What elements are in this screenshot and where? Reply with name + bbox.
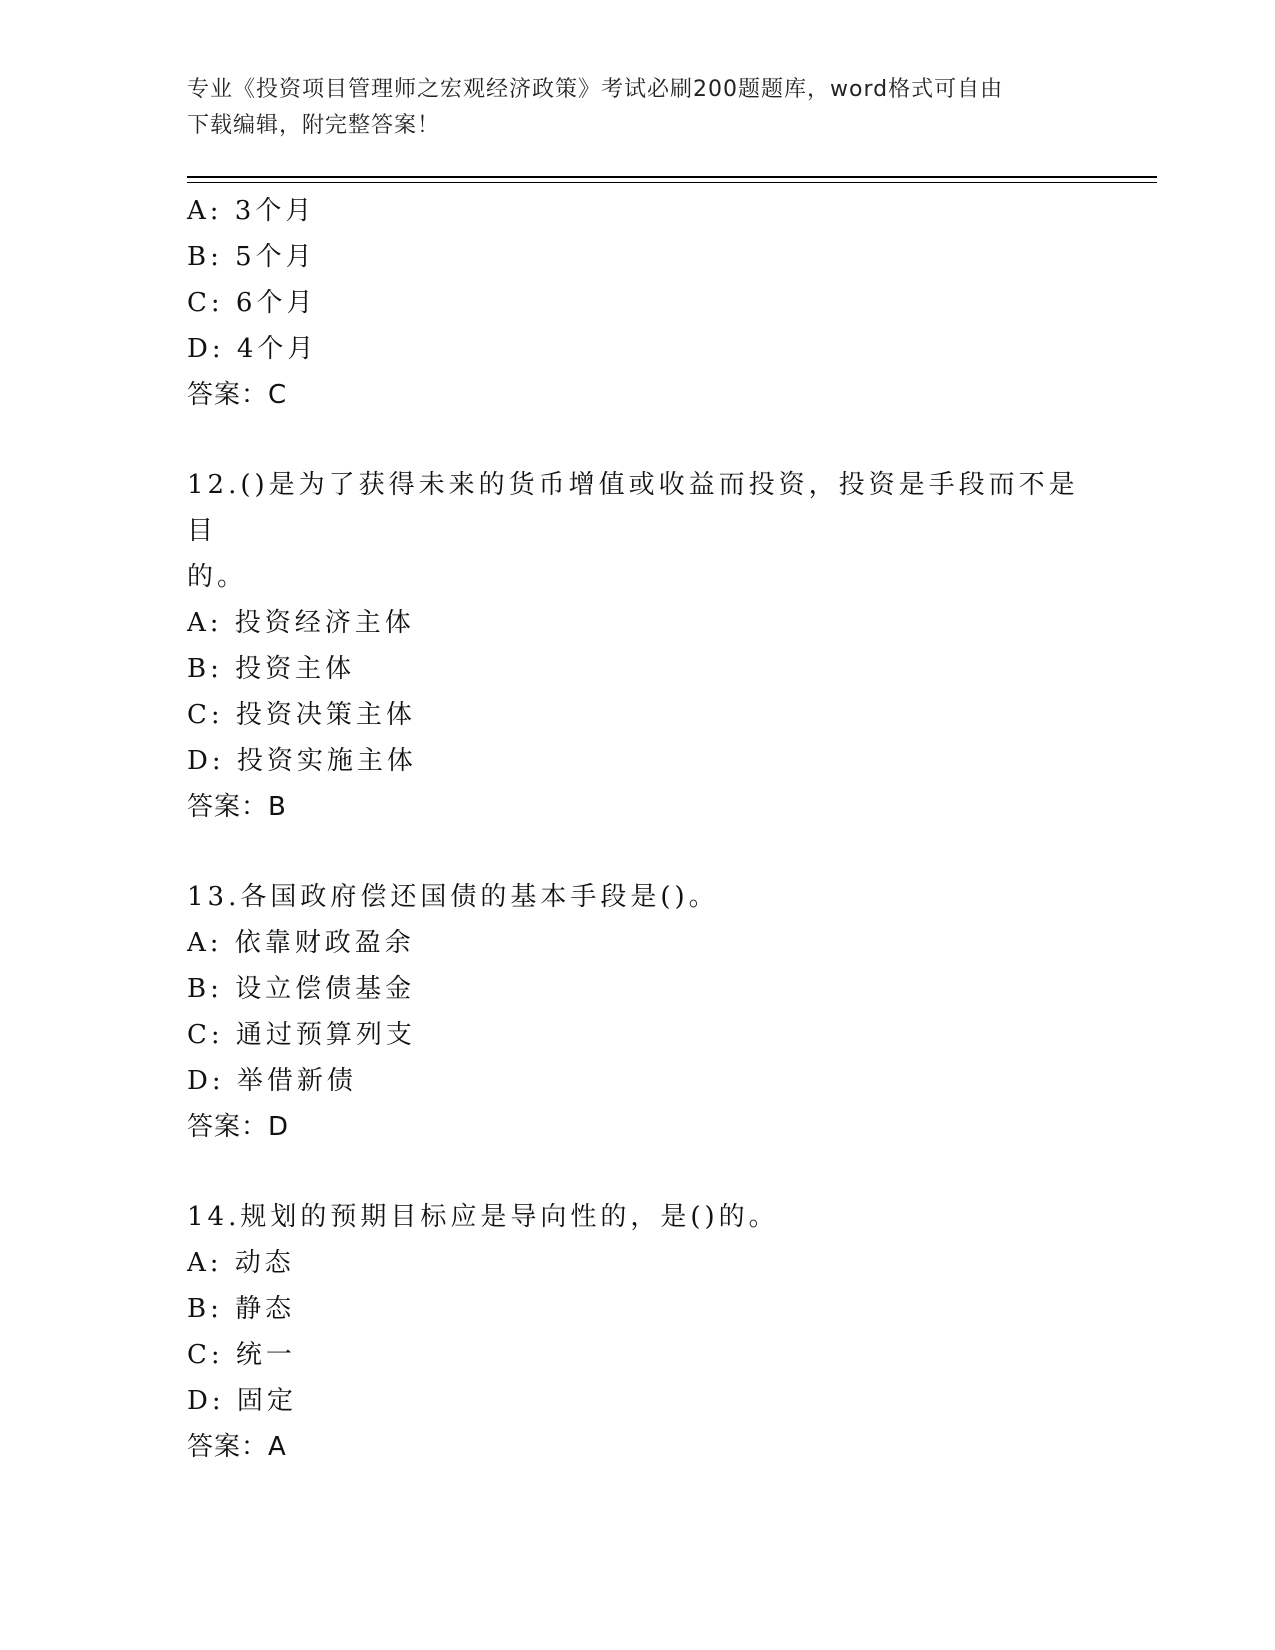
header-rule-thin [187, 182, 1157, 183]
option-c: C: 统一 [187, 1340, 296, 1370]
answer-line: 答案：B [187, 792, 287, 822]
option-d: D: 投资实施主体 [187, 746, 417, 776]
answer-line: 答案：D [187, 1112, 290, 1142]
question-12 [187, 462, 1087, 830]
question-text-line-2: 的。 [187, 562, 248, 592]
header-line-2: 下载编辑，附完整答案！ [187, 113, 441, 138]
option-a: A: 动态 [187, 1248, 295, 1278]
answer-line: 答案：A [187, 1432, 287, 1462]
option-d: D: 固定 [187, 1386, 297, 1416]
option-b: B: 静态 [187, 1294, 296, 1324]
option-d: D: 举借新债 [187, 1066, 357, 1096]
option-c: C: 投资决策主体 [187, 700, 416, 730]
question-13 [187, 874, 1087, 1150]
option-a: A: 3个月 [187, 196, 316, 226]
option-b: B: 5个月 [187, 242, 316, 272]
question-list [187, 188, 1087, 1470]
question-text: 13.各国政府偿还国债的基本手段是()。 [187, 882, 719, 912]
question-14 [187, 1194, 1087, 1470]
option-a: A: 投资经济主体 [187, 608, 415, 638]
option-b: B: 设立偿债基金 [187, 974, 416, 1004]
question-text: 14.规划的预期目标应是导向性的，是()的。 [187, 1202, 779, 1232]
document-header [187, 72, 1067, 144]
header-line-1: 专业《投资项目管理师之宏观经济政策》考试必刷200题题库，word格式可自由 [187, 77, 1004, 102]
header-rule-thick [187, 176, 1157, 178]
answer-line: 答案：C [187, 380, 288, 410]
question-11 [187, 188, 1087, 418]
option-c: C: 通过预算列支 [187, 1020, 416, 1050]
option-d: D: 4个月 [187, 334, 318, 364]
option-b: B: 投资主体 [187, 654, 356, 684]
question-text-line-1: 12.()是为了获得未来的货币增值或收益而投资，投资是手段而不是目 [187, 470, 1079, 546]
option-c: C: 6个月 [187, 288, 317, 318]
question-text [187, 462, 1087, 600]
option-a: A: 依靠财政盈余 [187, 928, 415, 958]
